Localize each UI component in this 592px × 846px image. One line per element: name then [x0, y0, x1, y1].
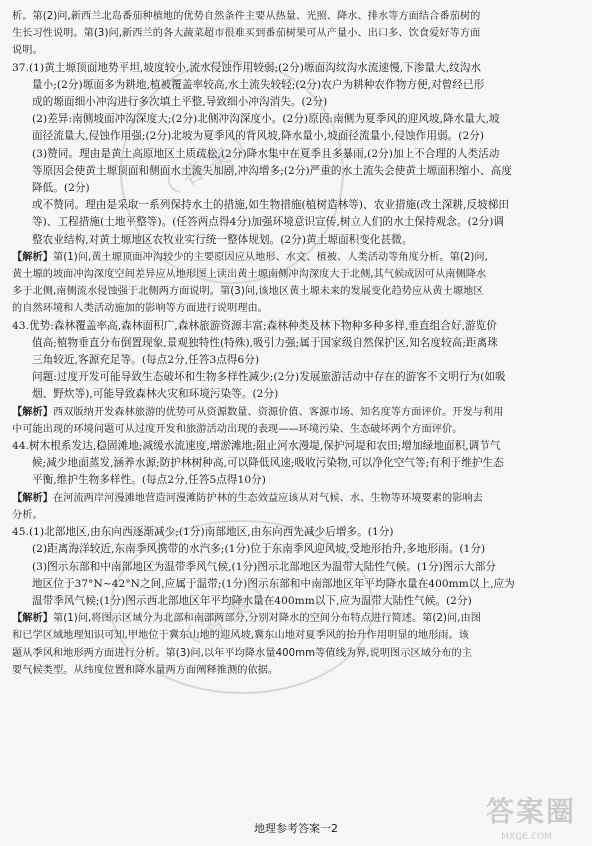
page-footer: 地理参考答案一2	[254, 822, 338, 835]
text-line: 或不赞同。理由是采取一系列保持水土的措施,如生物措施(植树造林等)、农业措施(改土深耕,反坡梯田	[32, 199, 510, 212]
text-line: 整农业结构,对黄土塬地区农牧业实行统一整体规划。(2分)黄土塬面积变化甚微。	[32, 233, 413, 246]
text-line: 面径流量大,侵蚀作用强;(2分)北坡为夏季风的背风坡,降水量小,坡面径流量小,侵蚀作用弱。(2分)	[32, 130, 485, 143]
text-line: 的自然环境和人类活动施加的影响等方面进行说明理由。	[12, 303, 268, 315]
text-line: 44.树木根系发达,稳固滩地;减缓水流速度,增淤滩地;阻止河水漫堤,保护河堤和农田;增加绿地面积,调节气	[12, 440, 501, 453]
text-line	[12, 490, 580, 507]
text-line: 三角较近,客源充足等。(每点2分,任答3点得6分)	[32, 354, 260, 367]
text-line: 成的塬面细小冲沟进行多次填土平整,导致细小冲沟消失。(2分)	[32, 96, 328, 109]
analysis-text: 在河流两岸河漫滩地营造河漫滩防护林的生态效益应该从对气候、水、生物等环境要素的影响去	[52, 492, 483, 504]
text-line: 说明。	[12, 45, 43, 57]
text-line: 析。第(2)问,新西兰北岛番茄种植地的优势自然条件主要从热量、光照、降水、排水等方面结合番茄树的	[12, 11, 481, 22]
analysis-tag: 【解析】	[12, 251, 53, 263]
text-line: 中可能出现的环境问题可从过度开发和旅游活动出现的表现——环境污染、生态破坏两个方面评价。	[12, 423, 463, 435]
text-line: 和已学区域地理知识可知,甲地位于冀东山地的迎风坡,冀东山地对夏季风的抬升作用明显的地形雨。该	[12, 630, 470, 642]
text-line: 降低。(2分)	[32, 182, 90, 195]
text-line: 37.(1)黄土塬顶面地势平坦,坡度较小,流水侵蚀作用较弱;(2分)塬面沟纹沟水流速慢,下渗量大,纹沟水	[12, 61, 482, 74]
text-line: 生长习性说明。第(3)问,新西兰的各大蔬菜超市很难买到番茄树果可从产量小、出口多、饮食爱好等方面	[12, 28, 481, 40]
text-line: (3)图示东部和中南部地区为温带季风气候,(1分)图示北部地区为温带大陆性气候。(1分)图示大部分	[32, 560, 496, 573]
text-line: 温带季风气候;(1分)图示西北部地区年平均降水量在400mm以下,应为温带大陆性气候。(2分)	[32, 594, 472, 607]
watermark-text-1: （ 答 案 ）	[152, 128, 261, 206]
text-line	[12, 404, 580, 421]
text-line: 平衡,维护生物多样性。(每点2分,任答5点得10分)	[32, 474, 266, 487]
corner-watermark: 答案圈	[485, 795, 576, 828]
corner-watermark-url: MXQE.COM	[501, 832, 552, 842]
text-line: 等原因会使黄土塬顶面和侧面水土流失加剧,冲沟增多;(2分)严重的水土流失会使黄土塬面积缩小、高度	[32, 164, 512, 177]
analysis-tag: 【解析】	[12, 613, 53, 625]
analysis-text: 西双版纳开发森林旅游的优势可从资源数量、资源价值、客源市场、知名度等方面评价。开发与利用	[52, 406, 504, 418]
text-line: 烟、野炊等),可能导致森林火灾和环境污染等。(2分)	[32, 388, 279, 401]
text-line: 45.(1)北部地区,由东向西逐渐减少;(1分)南部地区,由东向西先减少后增多。(1分)	[12, 526, 394, 539]
text-line: 多于北侧,南侧流水侵蚀强于北侧两方面说明。第(3)问,该地区黄土塬未来的发展变化趋势应从黄土塬地区	[12, 286, 484, 298]
text-line	[12, 610, 580, 627]
text-line: 43.优势:森林覆盖率高,森林面积广,森林旅游资源丰富;森林种类及林下物种多种多样,垂直组合好,游览价	[12, 319, 497, 332]
text-line: 量小;(2分)塬面多为耕地,植被覆盖率较高,水土流失较轻;(2分)农户为耕种农作物方便,对曾经已形	[32, 78, 485, 91]
text-line: 要气候类型。从纬度位置和降水量两方面阐释推测的依据。	[12, 664, 279, 676]
analysis-text: 第(1)问,将图示区域分为北部和南部两部分,分别对降水的空间分布特点进行简述。第(2)问,由图	[52, 613, 481, 625]
text-line: 地区位于37°N~42°N之间,应属于温带;(1分)图示东部和中南部地区年平均降水量在400mm以上,应为	[32, 577, 515, 590]
text-line: 黄土塬的坡面冲沟深度空间差异应从地形图上读出黄土塬南侧冲沟深度大于北侧,其气候成因可从南侧降水	[12, 269, 487, 281]
analysis-text: 第(1)问,黄土塬顶面冲沟较少的主要原因应从地形、水文、植被、人类活动等角度分析。第(2)问,	[52, 251, 488, 263]
text-line: 值高;植物垂直分布倒置现象,景观独特性(特殊),吸引力强;属于国家级自然保护区,知名度较高;距离珠	[32, 336, 498, 349]
watermark-text-2: （ 答 案 ）	[172, 578, 281, 656]
text-line: 候;减少地面蒸发,涵养水源;防护林树种高,可以降低风速;吸收污染物,可以净化空气等;有利于维护生态	[32, 457, 504, 470]
text-line: 等)、工程措施(土地平整等)。(任答两点得4分)加强环境意识宣传,树立人们的水土保持观念。(2分)调	[32, 216, 505, 229]
analysis-tag: 【解析】	[12, 406, 53, 418]
text-line: 分析。	[12, 509, 43, 521]
text-line: 问题:过度开发可能导致生态破坏和生物多样性减少;(2分)发展旅游活动中存在的游客不文明行为(如吸	[32, 371, 506, 384]
text-line: 题从季风和地形两方面进行分析。第(3)问,以年平均降水量400mm等值线为界,说明图示区域分布的主	[12, 647, 472, 659]
text-line	[12, 249, 580, 266]
text-line: (2)差异:南侧坡面冲沟深度大;(2分)北侧冲沟深度小。(2分)原因:南侧为夏季风的迎风坡,降水量大,坡	[32, 113, 500, 126]
text-line: (3)赞同。理由是黄土高原地区土质疏松,(2分)降水集中在夏季且多暴雨,(2分)加上不合理的人类活动	[32, 147, 500, 160]
analysis-tag: 【解析】	[12, 492, 53, 504]
text-line: (2)距离海洋较近,东南季风携带的水汽多;(1分)位于东南季风迎风坡,受地形抬升,多地形雨。(1分)	[32, 543, 486, 556]
answer-document	[12, 8, 580, 679]
